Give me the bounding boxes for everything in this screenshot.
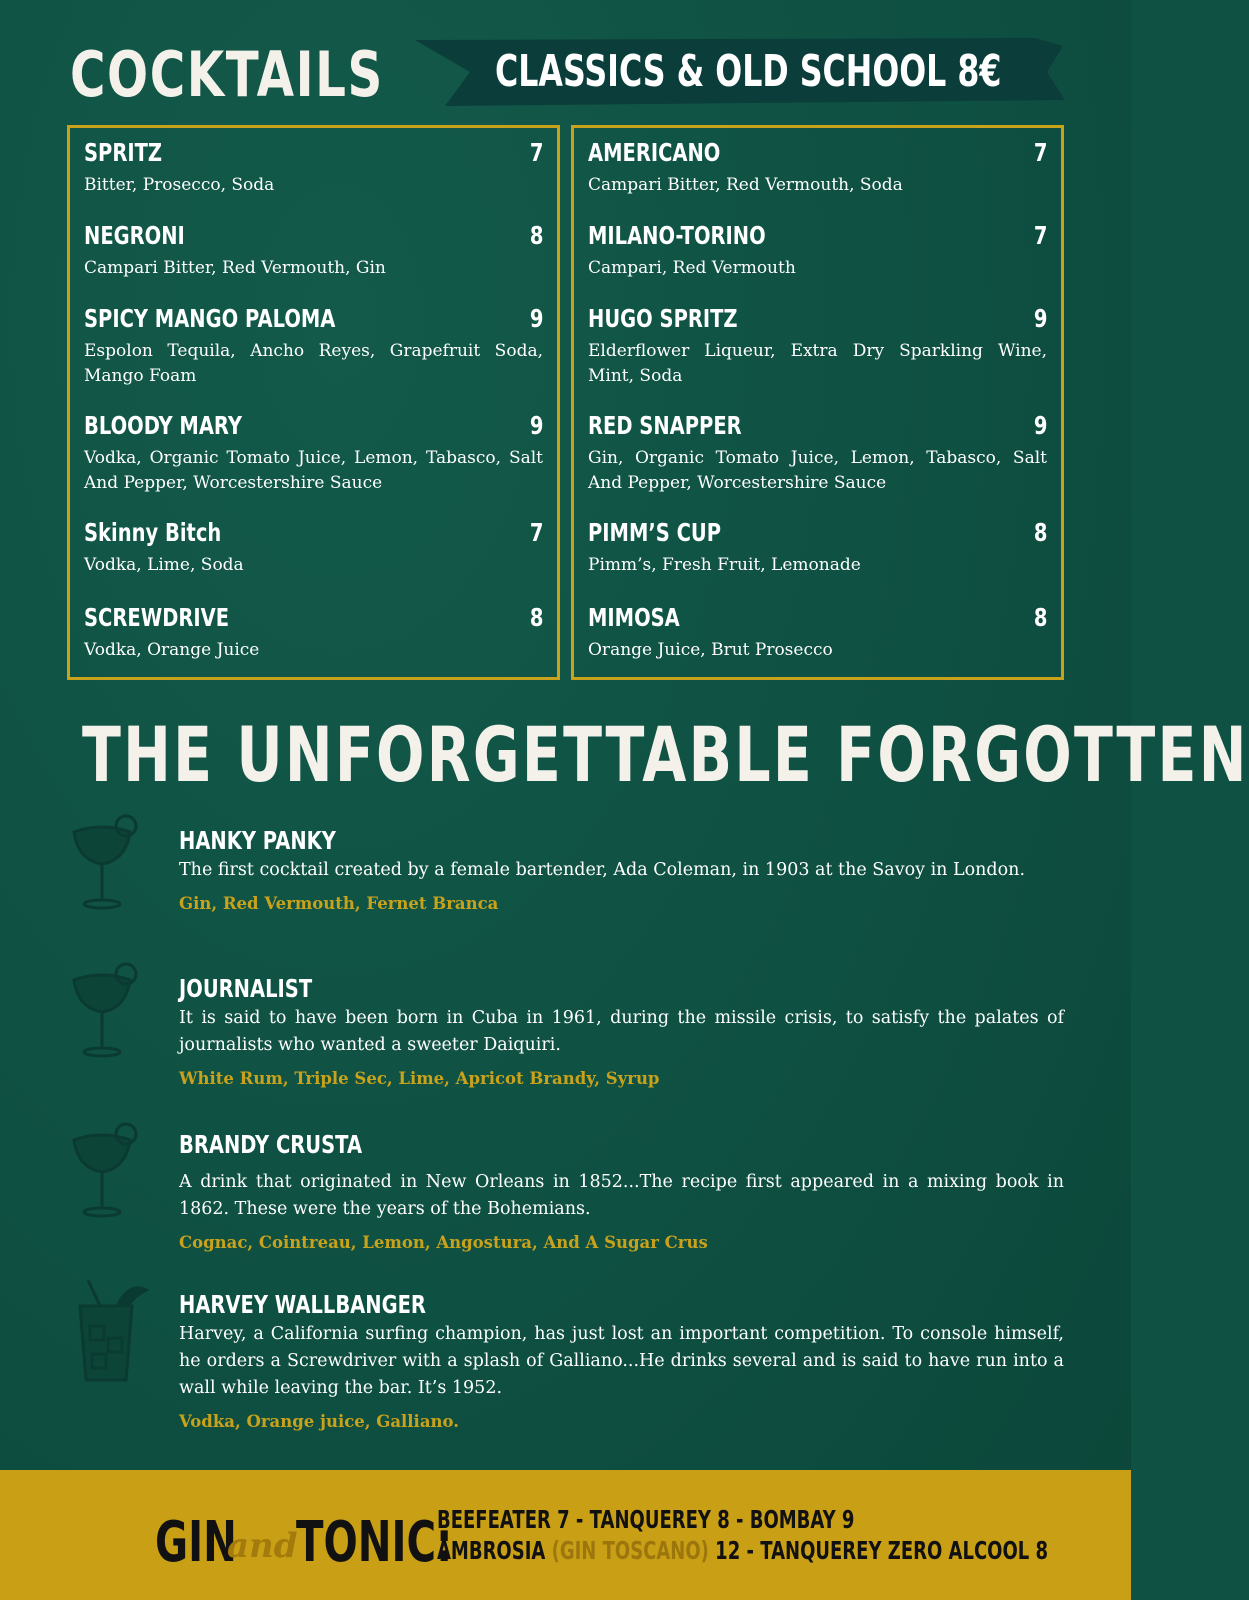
menu-item (588, 304, 1047, 389)
item-name: HUGO SPRITZ (588, 304, 738, 333)
item-description: Elderflower Liqueur, Extra Dry Sparkling Wine, Mint, Soda (588, 341, 1047, 386)
forgotten-item (179, 1290, 1064, 1431)
menu-item (588, 138, 1047, 198)
item-description: The first cocktail created by a female bartender, Ada Coleman, in 1903 at the Savoy in London. (179, 860, 1026, 880)
footer-line2-b: (GIN TOSCANO) (551, 1536, 709, 1565)
footer-line2-a: AMBROSIA (437, 1536, 552, 1565)
footer-tonic-label: TONIC: (296, 1510, 453, 1575)
item-description: Vodka, Lime, Soda (84, 555, 244, 575)
item-name: NEGRONI (84, 221, 185, 250)
classics-left-box (67, 125, 560, 680)
item-description: Orange Juice, Brut Prosecco (588, 640, 833, 660)
cocktail-glass-icon (70, 960, 140, 1060)
item-description: A drink that originated in New Orleans in 1852...The recipe first appeared in a mixing book in 1862. These were the years of the Bohemians. (179, 1172, 1064, 1219)
item-name: BLOODY MARY (84, 411, 242, 440)
cocktail-glass-icon (70, 1120, 140, 1220)
item-price: 7 (1033, 138, 1047, 167)
menu-item (84, 411, 543, 496)
item-name: RED SNAPPER (588, 411, 742, 440)
item-name: BRANDY CRUSTA (179, 1130, 363, 1159)
item-name: AMERICANO (588, 138, 721, 167)
gin-tonic-footer (0, 1470, 1131, 1600)
item-name: HARVEY WALLBANGER (179, 1290, 426, 1319)
item-name: PIMM’S CUP (588, 518, 722, 547)
menu-item (84, 304, 543, 389)
item-description: Harvey, a California surfing champion, has just lost an important competition. To console himself, he orders a Screwdriver with a splash of Galliano...He drinks several and is said to have run into a wall while leaving the bar. It’s 1952. (179, 1324, 1064, 1398)
item-price: 8 (529, 603, 543, 632)
item-name: Skinny Bitch (84, 518, 222, 547)
item-description: Gin, Organic Tomato Juice, Lemon, Tabasco, Salt And Pepper, Worcestershire Sauce (588, 448, 1047, 493)
item-ingredients: White Rum, Triple Sec, Lime, Apricot Brandy, Syrup (179, 1069, 660, 1088)
footer-gin-line-2 (437, 1536, 1048, 1565)
page-title: COCKTAILS (70, 38, 384, 111)
menu-item (588, 603, 1047, 663)
item-price: 9 (1033, 411, 1047, 440)
item-ingredients: Cognac, Cointreau, Lemon, Angostura, And A Sugar Crus (179, 1233, 708, 1252)
item-name: SCREWDRIVE (84, 603, 230, 632)
forgotten-item (179, 974, 1064, 1088)
classics-right-box (571, 125, 1064, 680)
item-ingredients: Gin, Red Vermouth, Fernet Branca (179, 894, 499, 913)
item-description: It is said to have been born in Cuba in 1961, during the missile crisis, to satisfy the palates of journalists who wanted a sweeter Daiquiri. (179, 1008, 1064, 1055)
menu-item (588, 221, 1047, 281)
item-price: 9 (529, 304, 543, 333)
item-name: JOURNALIST (179, 974, 313, 1003)
item-description: Vodka, Organic Tomato Juice, Lemon, Tabasco, Salt And Pepper, Worcestershire Sauce (84, 448, 543, 493)
item-price: 7 (529, 138, 543, 167)
section-title: THE UNFORGETTABLE FORGOTTEN (82, 710, 1249, 799)
item-ingredients: Vodka, Orange juice, Galliano. (179, 1412, 459, 1431)
ribbon-label: CLASSICS & OLD SCHOOL 8€ (495, 46, 1002, 97)
item-price: 7 (1033, 221, 1047, 250)
item-name: SPICY MANGO PALOMA (84, 304, 336, 333)
item-description: Vodka, Orange Juice (84, 640, 260, 660)
item-description: Campari Bitter, Red Vermouth, Gin (84, 258, 386, 278)
footer-line2-c: 12 - TANQUEREY ZERO ALCOOL 8 (708, 1536, 1049, 1565)
item-price: 8 (1033, 518, 1047, 547)
item-price: 9 (529, 411, 543, 440)
item-description: Campari Bitter, Red Vermouth, Soda (588, 175, 903, 195)
menu-item (84, 603, 543, 663)
footer-gin-label: GIN (155, 1510, 237, 1575)
item-description: Pimm’s, Fresh Fruit, Lemonade (588, 555, 861, 575)
item-name: MIMOSA (588, 603, 680, 632)
item-price: 8 (1033, 603, 1047, 632)
cocktail-glass-icon (70, 812, 140, 912)
footer-and-label: and (227, 1526, 298, 1566)
highball-glass-icon (70, 1276, 150, 1386)
item-description: Espolon Tequila, Ancho Reyes, Grapefruit Soda, Mango Foam (84, 341, 543, 386)
item-price: 9 (1033, 304, 1047, 333)
item-price: 7 (529, 518, 543, 547)
menu-item (588, 518, 1047, 578)
item-description: Bitter, Prosecco, Soda (84, 175, 275, 195)
menu-item (84, 138, 543, 198)
section-ribbon (415, 38, 1065, 106)
item-price: 8 (529, 221, 543, 250)
forgotten-item (179, 1130, 1064, 1252)
item-name: SPRITZ (84, 138, 163, 167)
menu-item (588, 411, 1047, 496)
item-name: HANKY PANKY (179, 826, 336, 855)
menu-item (84, 518, 543, 578)
forgotten-item (179, 826, 1064, 913)
menu-item (84, 221, 543, 281)
item-description: Campari, Red Vermouth (588, 258, 796, 278)
item-name: MILANO-TORINO (588, 221, 766, 250)
footer-gin-line-1: BEEFEATER 7 - TANQUEREY 8 - BOMBAY 9 (437, 1505, 855, 1534)
